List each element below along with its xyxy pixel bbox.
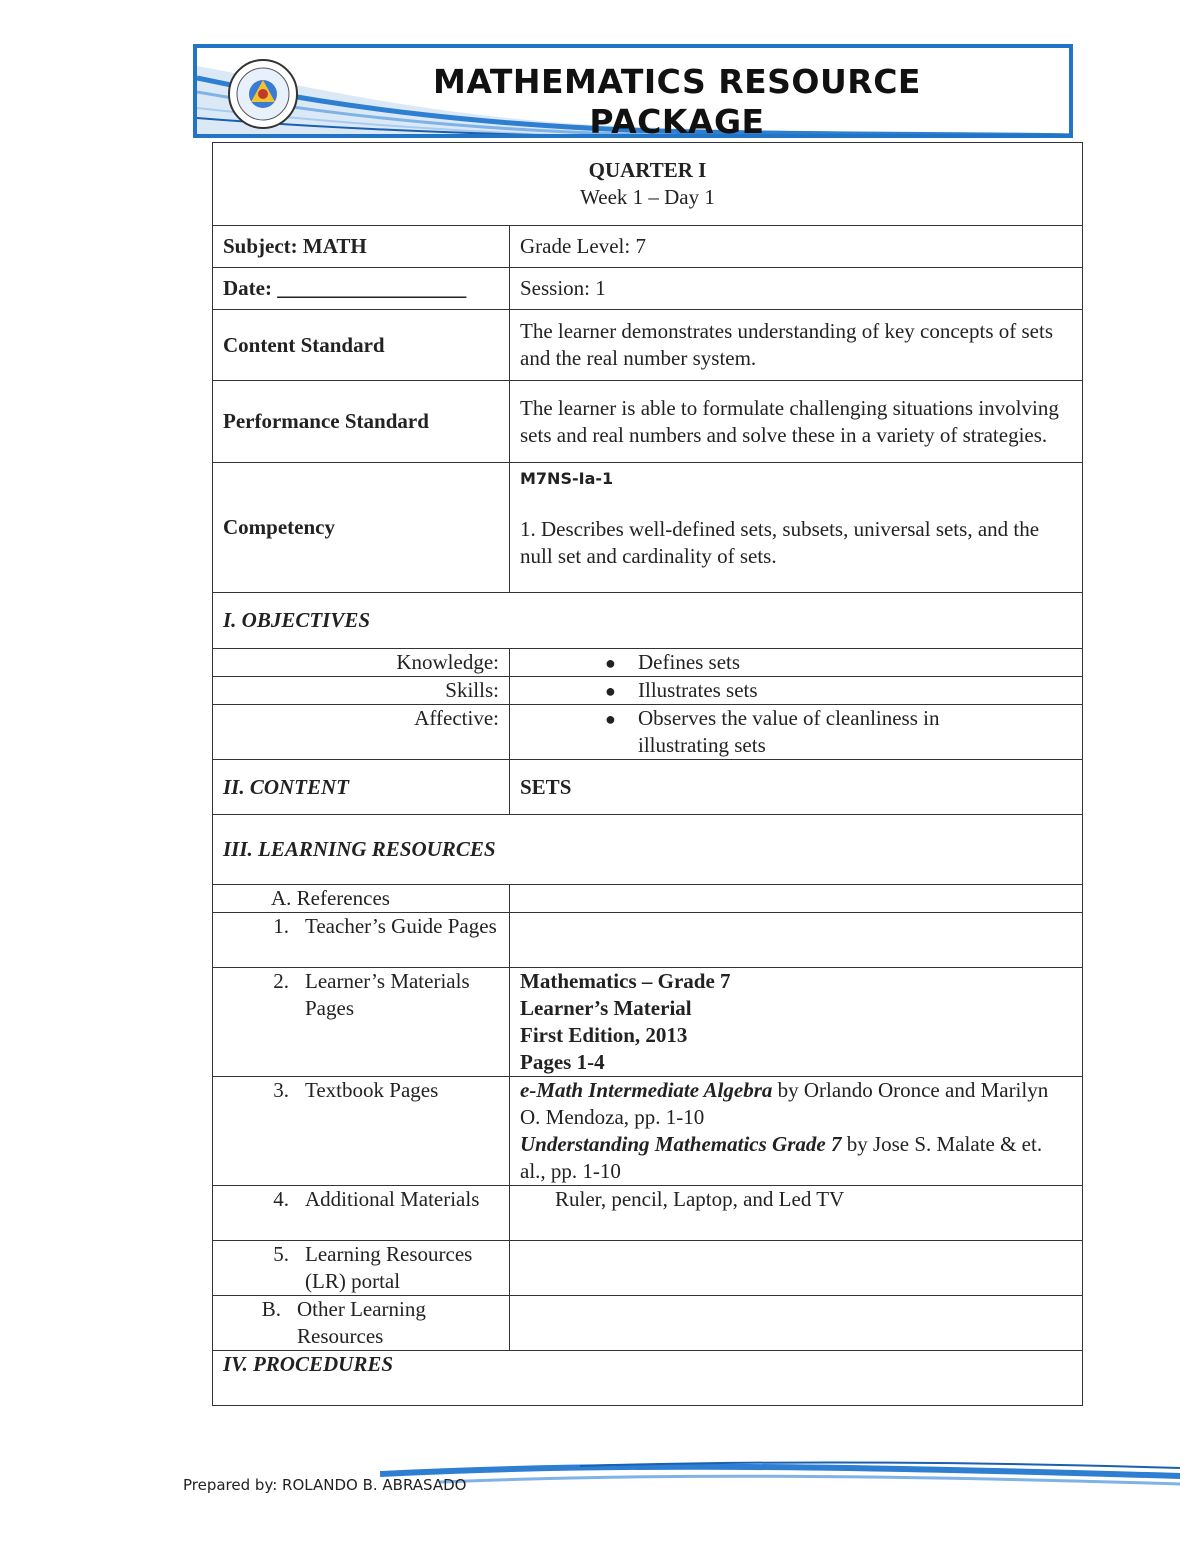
subject-cell: Subject: MATH <box>213 226 510 268</box>
references-label: A. References <box>213 885 510 913</box>
resource-num: 3. <box>273 1078 289 1102</box>
content-heading: II. CONTENT <box>213 760 510 815</box>
lm-line: Mathematics – Grade 7 <box>520 969 731 993</box>
performance-standard-row <box>213 381 1083 463</box>
objective-label: Skills: <box>213 677 510 705</box>
objective-label: Knowledge: <box>213 649 510 677</box>
header-banner <box>193 44 1073 138</box>
objectives-heading-row <box>213 593 1083 649</box>
objective-value: Observes the value of cleanliness in illustrating sets <box>638 706 940 757</box>
footer-swoosh-graphic <box>380 1452 1180 1492</box>
resource-num: 5. <box>273 1242 289 1266</box>
quarter-title: QUARTER I <box>588 158 707 182</box>
performance-standard-label: Performance Standard <box>213 381 510 463</box>
competency-row <box>213 463 1083 593</box>
content-standard-label: Content Standard <box>213 310 510 381</box>
resource-row <box>213 968 1083 1077</box>
textbook-title: Understanding Mathematics Grade 7 <box>520 1132 842 1156</box>
competency-label: Competency <box>213 463 510 593</box>
resource-row <box>213 1186 1083 1241</box>
resource-label: Learning Resources (LR) portal <box>305 1242 473 1293</box>
resource-label: Additional Materials <box>305 1187 480 1211</box>
content-row <box>213 760 1083 815</box>
objective-value: Illustrates sets <box>638 678 758 702</box>
lm-line: Learner’s Material <box>520 996 692 1020</box>
content-value: SETS <box>510 760 1083 815</box>
textbook-details: by Orlando Oronce and Marilyn O. Mendoza, pp. 1-10 <box>520 1078 1049 1129</box>
resource-label: Other Learning Resources <box>297 1297 426 1348</box>
competency-code: M7NS-Ia-1 <box>520 469 614 488</box>
resource-row <box>213 1077 1083 1186</box>
quarter-row <box>213 143 1083 226</box>
objective-value: Defines sets <box>638 650 741 674</box>
banner-title-line1: MATHEMATICS RESOURCE <box>433 62 921 101</box>
resource-num: 4. <box>273 1187 289 1211</box>
performance-standard-value: The learner is able to formulate challenging situations involving sets and real numbers and solve these in a variety of strategies. <box>510 381 1083 463</box>
resource-num: B. <box>261 1297 281 1321</box>
resource-num: 1. <box>273 914 289 938</box>
banner-title <box>387 62 967 138</box>
resource-num: 2. <box>273 969 289 993</box>
textbook-details: by Jose S. Malate & et. al., pp. 1-10 <box>520 1132 1043 1183</box>
references-row <box>213 885 1083 913</box>
bullet-icon: ● <box>605 709 616 729</box>
resources-heading: III. LEARNING RESOURCES <box>213 815 1083 885</box>
lm-line: First Edition, 2013 <box>520 1023 688 1047</box>
textbook-title: e-Math Intermediate Algebra <box>520 1078 773 1102</box>
date-row <box>213 268 1083 310</box>
objectives-heading: I. OBJECTIVES <box>213 593 1083 649</box>
quarter-week: Week 1 – Day 1 <box>580 185 715 209</box>
bullet-icon: ● <box>605 653 616 673</box>
grade-level-cell: Grade Level: 7 <box>510 226 1083 268</box>
session-cell: Session: 1 <box>510 268 1083 310</box>
objective-label: Affective: <box>213 705 510 760</box>
lesson-plan-table <box>212 142 1083 1406</box>
date-cell: Date: __________________ <box>213 268 510 310</box>
textbook-entry-2 <box>520 1131 1072 1185</box>
banner-title-line2: PACKAGE <box>589 102 765 138</box>
objective-row <box>213 677 1083 705</box>
procedures-heading: IV. PROCEDURES <box>213 1351 1083 1406</box>
lm-line: Pages 1-4 <box>520 1050 605 1074</box>
prepared-by: Prepared by: ROLANDO B. ABRASADO <box>183 1476 467 1494</box>
bullet-icon: ● <box>605 681 616 701</box>
objective-row <box>213 649 1083 677</box>
resource-label: Learner’s Materials Pages <box>305 969 470 1020</box>
objective-row <box>213 705 1083 760</box>
content-standard-value: The learner demonstrates understanding of key concepts of sets and the real number system. <box>510 310 1083 381</box>
content-standard-row <box>213 310 1083 381</box>
resource-label: Textbook Pages <box>305 1078 439 1102</box>
other-resources-row <box>213 1296 1083 1351</box>
competency-value: 1. Describes well-defined sets, subsets, universal sets, and the null set and cardinality of sets. <box>520 517 1040 568</box>
resource-row <box>213 1241 1083 1296</box>
resources-heading-row <box>213 815 1083 885</box>
deped-seal-logo <box>227 58 299 130</box>
textbook-entry-1 <box>520 1077 1072 1131</box>
procedures-row <box>213 1351 1083 1406</box>
resource-row <box>213 913 1083 968</box>
resource-label: Teacher’s Guide Pages <box>305 914 497 938</box>
subject-row <box>213 226 1083 268</box>
additional-materials-value: Ruler, pencil, Laptop, and Led TV <box>510 1186 1083 1241</box>
